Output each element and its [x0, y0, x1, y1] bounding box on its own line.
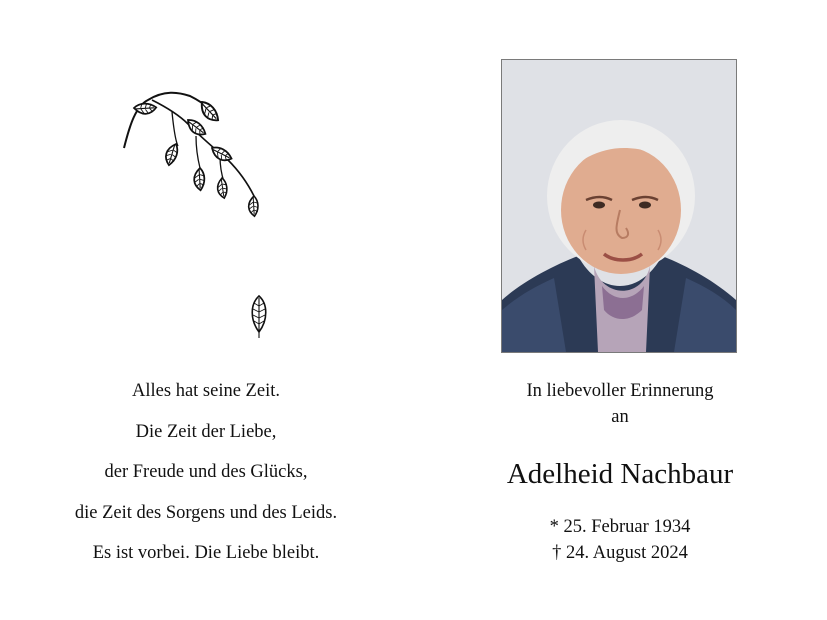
portrait-photo	[501, 59, 737, 353]
poem-line: Alles hat seine Zeit.	[132, 381, 280, 401]
poem-line: die Zeit des Sorgens und des Leids.	[74, 502, 338, 523]
poem-line: der Freude und des Glücks,	[104, 462, 308, 482]
death-date: † 24. August 2024	[552, 543, 688, 563]
birch-branch-icon	[116, 84, 276, 244]
falling-leaf-icon	[244, 292, 274, 342]
birth-date: * 25. Februar 1934	[549, 517, 691, 537]
memorial-text	[470, 378, 770, 566]
poem	[40, 376, 372, 579]
memorial-intro-an: an	[611, 407, 629, 427]
poem-line: Die Zeit der Liebe,	[135, 421, 277, 442]
deceased-name: Adelheid Nachbaur	[506, 458, 734, 490]
memorial-intro: In liebevoller Erinnerung	[526, 381, 714, 401]
poem-line: Es ist vorbei. Die Liebe bleibt.	[92, 543, 320, 563]
